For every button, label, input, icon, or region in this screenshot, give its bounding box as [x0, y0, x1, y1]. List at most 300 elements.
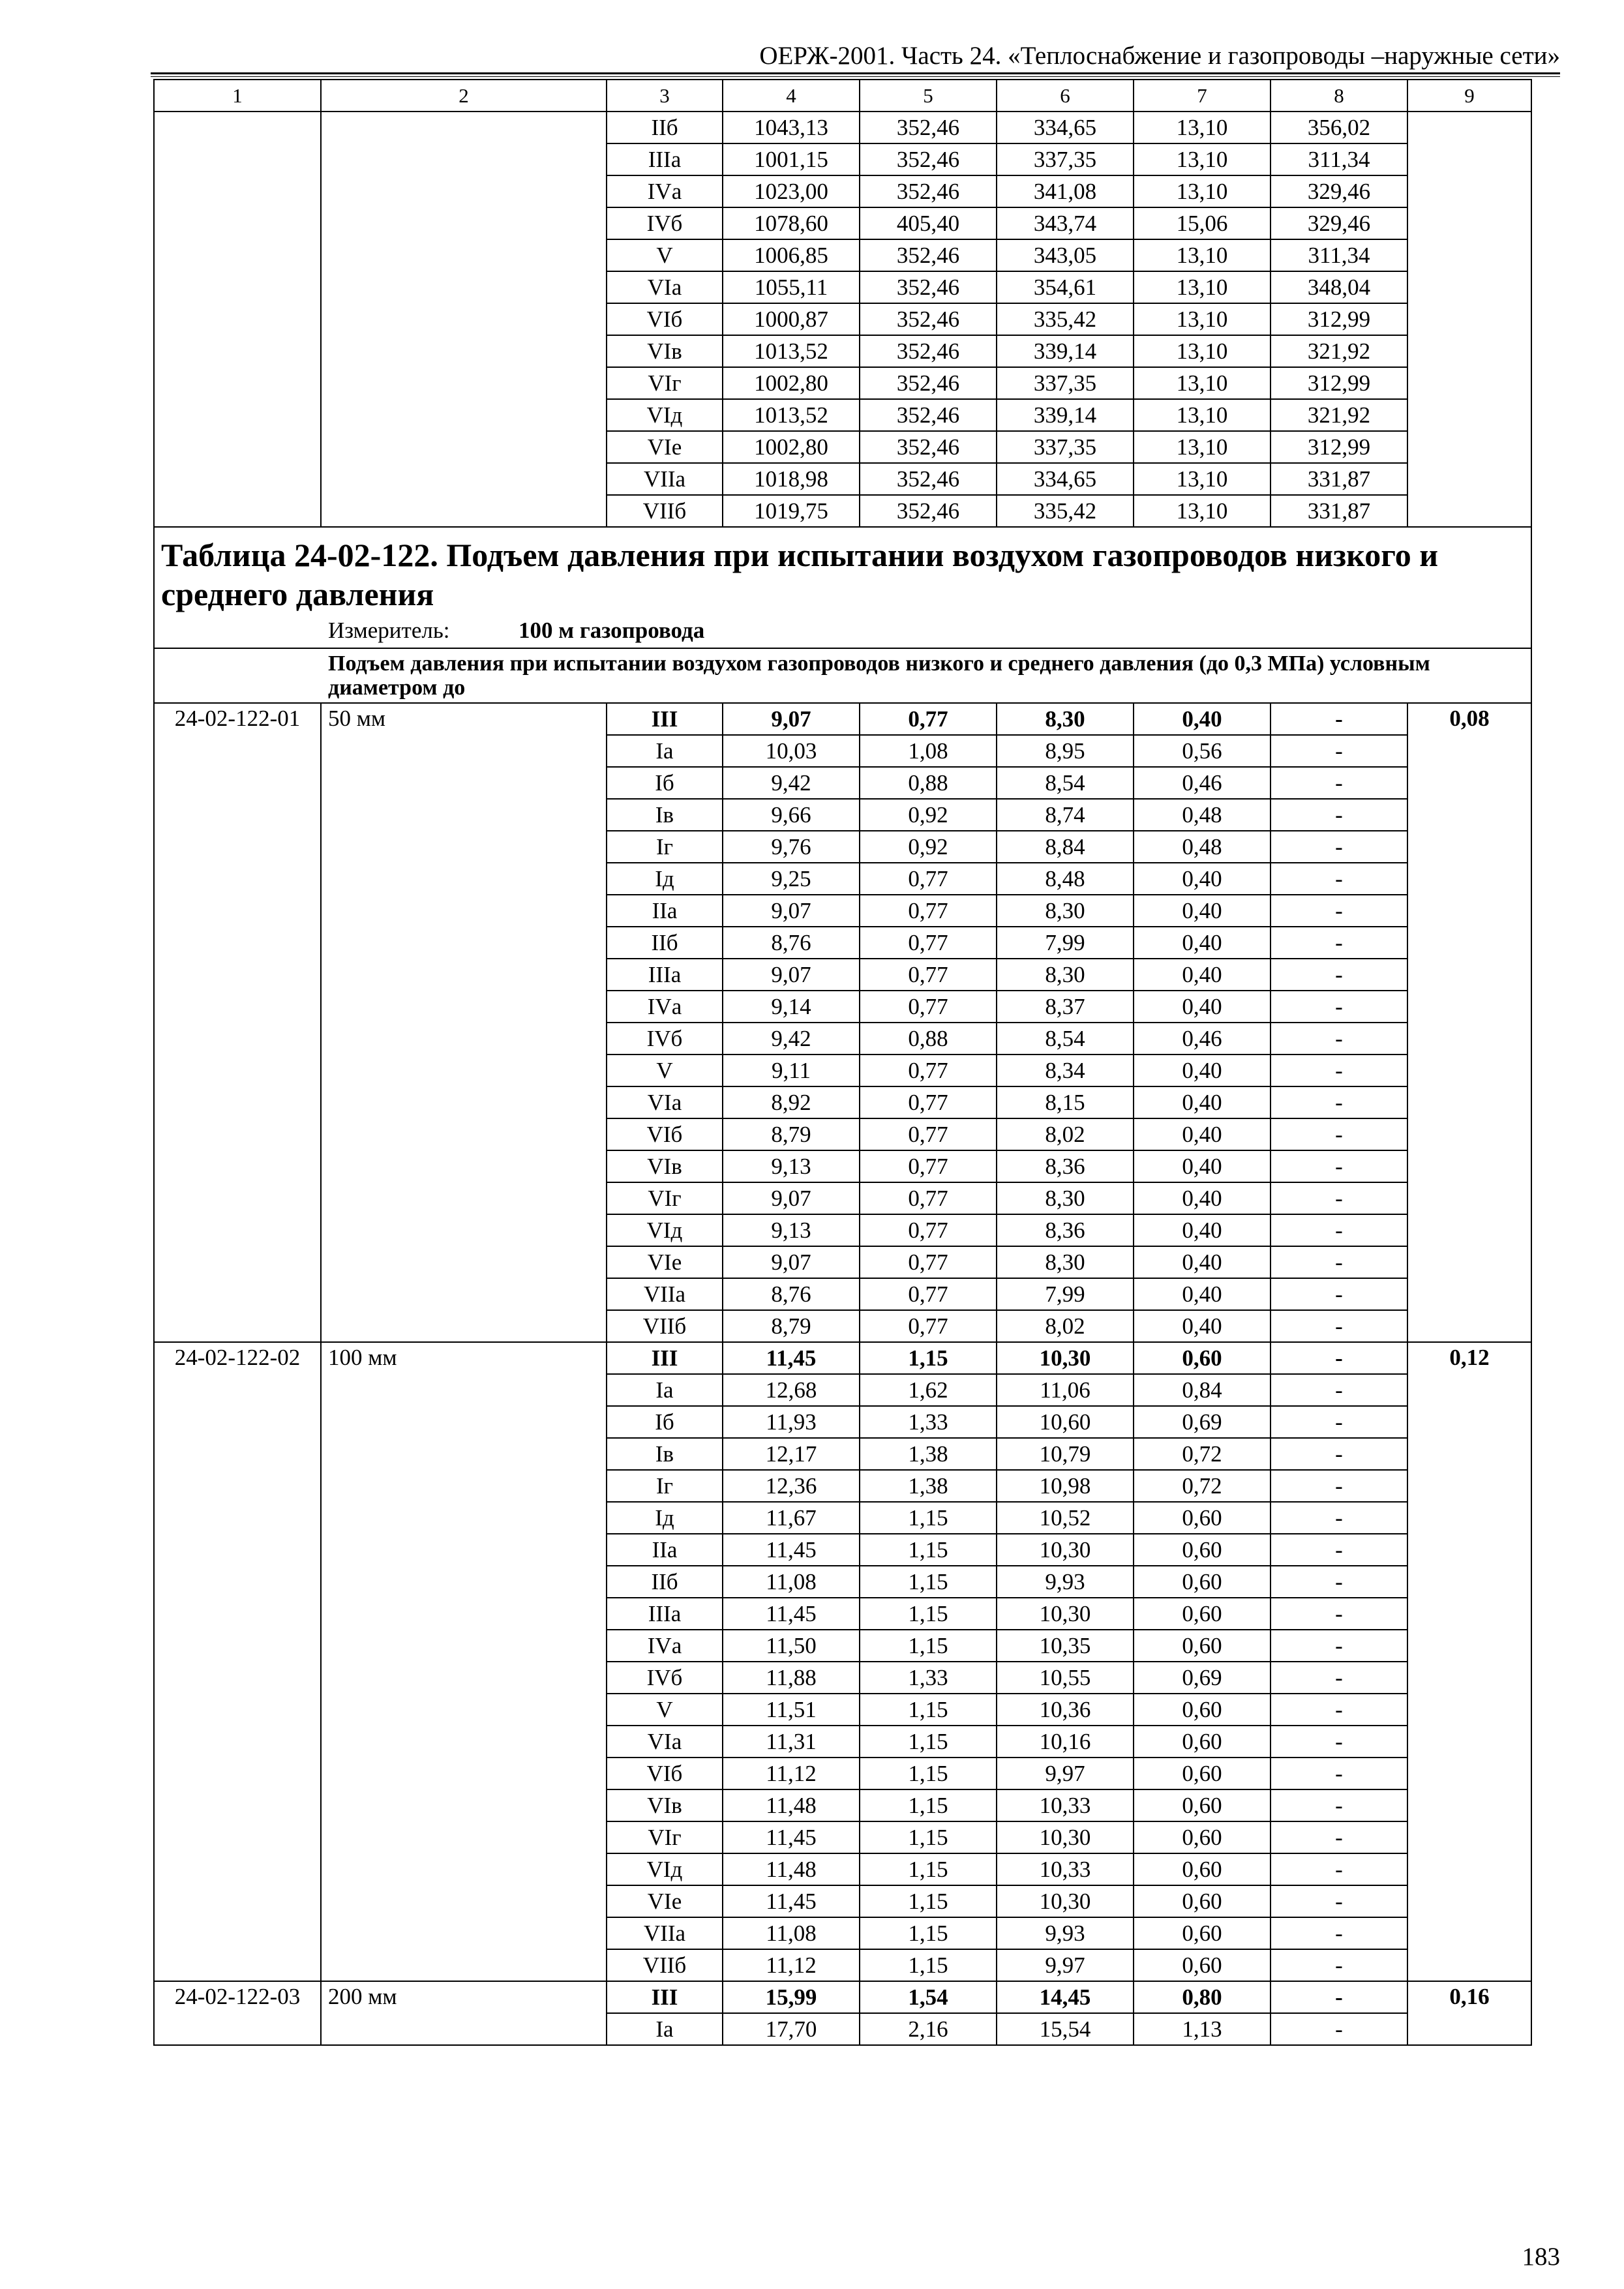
value-cell: 0,40 — [1134, 1310, 1271, 1342]
value-cell: 1000,87 — [723, 303, 860, 335]
value-cell: 9,93 — [997, 1566, 1134, 1598]
value-cell: 15,54 — [997, 2013, 1134, 2045]
header-rule — [151, 72, 1560, 74]
value-cell: 10,55 — [997, 1662, 1134, 1694]
value-cell: 13,10 — [1134, 431, 1271, 463]
value-cell: 0,40 — [1134, 1086, 1271, 1118]
value-cell: - — [1271, 1726, 1407, 1758]
value-cell: 0,77 — [860, 927, 997, 959]
value-cell: 9,07 — [723, 959, 860, 991]
value-cell: 10,79 — [997, 1438, 1134, 1470]
value-cell: 11,45 — [723, 1821, 860, 1853]
value-cell: 0,46 — [1134, 1023, 1271, 1055]
value-cell: 343,74 — [997, 207, 1134, 239]
value-cell: 0,40 — [1134, 1118, 1271, 1150]
value-cell: 312,99 — [1271, 303, 1407, 335]
value-cell: 0,69 — [1134, 1662, 1271, 1694]
value-cell: IVб — [607, 207, 723, 239]
value-cell: 331,87 — [1271, 495, 1407, 527]
value-cell: 0,48 — [1134, 799, 1271, 831]
value-cell: 337,35 — [997, 367, 1134, 399]
value-cell: 0,60 — [1134, 1726, 1271, 1758]
value-cell: 0,60 — [1134, 1598, 1271, 1630]
value-cell: III — [607, 1342, 723, 1374]
value-cell: 1043,13 — [723, 112, 860, 143]
value-cell: 13,10 — [1134, 143, 1271, 175]
table-title-row — [154, 527, 1531, 648]
value-cell: 0,60 — [1134, 1502, 1271, 1534]
value-cell: 0,77 — [860, 1214, 997, 1246]
value-cell: 321,92 — [1271, 335, 1407, 367]
value-cell: 0,77 — [860, 959, 997, 991]
value-cell: 9,07 — [723, 1182, 860, 1214]
value-cell: 8,95 — [997, 735, 1134, 767]
column-number: 6 — [997, 80, 1134, 112]
value-cell: - — [1271, 1438, 1407, 1470]
value-cell: 0,40 — [1134, 863, 1271, 895]
value-cell: 0,77 — [860, 1150, 997, 1182]
value-cell: 8,30 — [997, 895, 1134, 927]
value-cell: 0,69 — [1134, 1406, 1271, 1438]
value-cell: 0,40 — [1134, 895, 1271, 927]
value-cell: 10,33 — [997, 1789, 1134, 1821]
value-cell: 0,40 — [1134, 1182, 1271, 1214]
value-cell: 1,15 — [860, 1534, 997, 1566]
value-cell: 13,10 — [1134, 175, 1271, 207]
page-number: 183 — [1522, 2243, 1560, 2271]
value-cell: 11,88 — [723, 1662, 860, 1694]
rate-code: 24-02-122-03 — [154, 1981, 321, 2045]
value-cell: 8,30 — [997, 1182, 1134, 1214]
value-cell: - — [1271, 1758, 1407, 1789]
pipe-diameter: 50 мм — [321, 703, 607, 1342]
value-cell: VIб — [607, 1758, 723, 1789]
value-cell: 11,45 — [723, 1885, 860, 1917]
value-cell: 352,46 — [860, 367, 997, 399]
value-cell: 10,60 — [997, 1406, 1134, 1438]
value-cell: 0,60 — [1134, 1949, 1271, 1981]
value-cell: IVа — [607, 991, 723, 1023]
value-cell: 9,07 — [723, 703, 860, 735]
value-cell: - — [1271, 991, 1407, 1023]
value-cell: Iд — [607, 1502, 723, 1534]
column-number: 2 — [321, 80, 607, 112]
value-cell: 0,46 — [1134, 767, 1271, 799]
value-cell: 11,93 — [723, 1406, 860, 1438]
value-cell: - — [1271, 1374, 1407, 1406]
value-cell: 1002,80 — [723, 367, 860, 399]
value-cell: 0,60 — [1134, 1630, 1271, 1662]
value-cell: 352,46 — [860, 303, 997, 335]
value-cell: IIIа — [607, 959, 723, 991]
value-cell: 0,60 — [1134, 1853, 1271, 1885]
value-cell: 0,40 — [1134, 1246, 1271, 1278]
value-cell: 10,35 — [997, 1630, 1134, 1662]
value-cell: 0,60 — [1134, 1534, 1271, 1566]
value-cell: 10,33 — [997, 1853, 1134, 1885]
value-cell: 10,30 — [997, 1534, 1134, 1566]
value-cell: Iв — [607, 799, 723, 831]
value-cell: 0,88 — [860, 1023, 997, 1055]
value-cell: - — [1271, 863, 1407, 895]
value-cell: 9,07 — [723, 895, 860, 927]
value-cell: 11,12 — [723, 1949, 860, 1981]
value-cell: 7,99 — [997, 927, 1134, 959]
value-cell: 11,48 — [723, 1853, 860, 1885]
column-number: 5 — [860, 80, 997, 112]
value-cell: VIд — [607, 1214, 723, 1246]
value-cell: VIв — [607, 1789, 723, 1821]
value-cell: VIв — [607, 335, 723, 367]
value-cell: Iа — [607, 1374, 723, 1406]
value-cell: 329,46 — [1271, 175, 1407, 207]
value-cell: 11,67 — [723, 1502, 860, 1534]
value-cell: 11,48 — [723, 1789, 860, 1821]
value-cell: 1,15 — [860, 1726, 997, 1758]
value-cell: 1,54 — [860, 1981, 997, 2013]
value-cell: VIIа — [607, 1278, 723, 1310]
value-cell: 0,60 — [1134, 1789, 1271, 1821]
table-title-cell — [154, 527, 1531, 648]
value-cell: 0,60 — [1134, 1885, 1271, 1917]
column-number: 9 — [1407, 80, 1531, 112]
value-cell: 8,30 — [997, 959, 1134, 991]
value-cell: - — [1271, 831, 1407, 863]
value-cell: 0,60 — [1134, 1917, 1271, 1949]
value-cell: 8,36 — [997, 1150, 1134, 1182]
col9-value: 0,12 — [1407, 1342, 1531, 1981]
value-cell: VIг — [607, 1182, 723, 1214]
col9-cell — [1407, 112, 1531, 527]
value-cell: - — [1271, 1086, 1407, 1118]
value-cell: 0,84 — [1134, 1374, 1271, 1406]
value-cell: 1,15 — [860, 1758, 997, 1789]
value-cell: 343,05 — [997, 239, 1134, 271]
value-cell: 339,14 — [997, 335, 1134, 367]
value-cell: 13,10 — [1134, 399, 1271, 431]
value-cell: - — [1271, 1214, 1407, 1246]
column-number-row — [154, 80, 1531, 112]
value-cell: 321,92 — [1271, 399, 1407, 431]
value-cell: 1,15 — [860, 1821, 997, 1853]
value-cell: VIIб — [607, 1949, 723, 1981]
value-cell: 352,46 — [860, 495, 997, 527]
value-cell: 1,15 — [860, 1885, 997, 1917]
value-cell: 11,45 — [723, 1534, 860, 1566]
value-cell: 352,46 — [860, 143, 997, 175]
value-cell: 10,30 — [997, 1885, 1134, 1917]
value-cell: 1,62 — [860, 1374, 997, 1406]
value-cell: VIIа — [607, 463, 723, 495]
value-cell: 1013,52 — [723, 399, 860, 431]
column-number: 1 — [154, 80, 321, 112]
value-cell: V — [607, 239, 723, 271]
value-cell: 1,15 — [860, 1789, 997, 1821]
value-cell: 11,06 — [997, 1374, 1134, 1406]
value-cell: VIIб — [607, 1310, 723, 1342]
value-cell: III — [607, 703, 723, 735]
value-cell: 9,13 — [723, 1214, 860, 1246]
value-cell: 352,46 — [860, 463, 997, 495]
value-cell: 1,15 — [860, 1694, 997, 1726]
value-cell: 352,46 — [860, 335, 997, 367]
value-cell: 9,97 — [997, 1758, 1134, 1789]
value-cell: 0,77 — [860, 863, 997, 895]
col9-value: 0,08 — [1407, 703, 1531, 1342]
value-cell: 1055,11 — [723, 271, 860, 303]
value-cell: 352,46 — [860, 239, 997, 271]
value-cell: VIIб — [607, 495, 723, 527]
value-cell: VIе — [607, 431, 723, 463]
column-number: 3 — [607, 80, 723, 112]
value-cell: - — [1271, 1885, 1407, 1917]
value-cell: 0,77 — [860, 1310, 997, 1342]
value-cell: IVа — [607, 175, 723, 207]
column-number: 8 — [1271, 80, 1407, 112]
value-cell: 9,42 — [723, 767, 860, 799]
value-cell: - — [1271, 1821, 1407, 1853]
value-cell: 335,42 — [997, 495, 1134, 527]
value-cell: 356,02 — [1271, 112, 1407, 143]
value-cell: 0,77 — [860, 703, 997, 735]
value-cell: 10,30 — [997, 1598, 1134, 1630]
value-cell: 9,93 — [997, 1917, 1134, 1949]
column-number: 7 — [1134, 80, 1271, 112]
value-cell: - — [1271, 1694, 1407, 1726]
value-cell: 352,46 — [860, 399, 997, 431]
value-cell: - — [1271, 1566, 1407, 1598]
value-cell: 8,30 — [997, 703, 1134, 735]
value-cell: 1019,75 — [723, 495, 860, 527]
value-cell: 1,15 — [860, 1949, 997, 1981]
value-cell: III — [607, 1981, 723, 2013]
value-cell: VIа — [607, 1726, 723, 1758]
value-cell: VIе — [607, 1885, 723, 1917]
value-cell: 10,30 — [997, 1342, 1134, 1374]
value-cell: VIа — [607, 271, 723, 303]
value-cell: 8,02 — [997, 1310, 1134, 1342]
value-cell: - — [1271, 1023, 1407, 1055]
value-cell: - — [1271, 2013, 1407, 2045]
value-cell: 13,10 — [1134, 303, 1271, 335]
pipe-diameter: 100 мм — [321, 1342, 607, 1981]
value-cell: 10,98 — [997, 1470, 1134, 1502]
value-cell: 1,15 — [860, 1342, 997, 1374]
value-cell: IIб — [607, 1566, 723, 1598]
value-cell: 10,52 — [997, 1502, 1134, 1534]
value-cell: - — [1271, 1406, 1407, 1438]
value-cell: IIIа — [607, 1598, 723, 1630]
value-cell: 8,92 — [723, 1086, 860, 1118]
value-cell: - — [1271, 767, 1407, 799]
value-cell: 8,76 — [723, 927, 860, 959]
value-cell: - — [1271, 799, 1407, 831]
measure — [328, 616, 1524, 645]
value-cell: 335,42 — [997, 303, 1134, 335]
value-cell: - — [1271, 1278, 1407, 1310]
value-cell: 8,36 — [997, 1214, 1134, 1246]
value-cell: 8,30 — [997, 1246, 1134, 1278]
code-cell — [154, 112, 321, 527]
value-cell: 8,48 — [997, 863, 1134, 895]
value-cell: 12,17 — [723, 1438, 860, 1470]
value-cell: Iг — [607, 831, 723, 863]
value-cell: 8,54 — [997, 1023, 1134, 1055]
rate-code: 24-02-122-02 — [154, 1342, 321, 1981]
value-cell: 0,72 — [1134, 1470, 1271, 1502]
value-cell: 8,74 — [997, 799, 1134, 831]
value-cell: 8,02 — [997, 1118, 1134, 1150]
value-cell: 0,40 — [1134, 1278, 1271, 1310]
value-cell: 337,35 — [997, 431, 1134, 463]
value-cell: 11,08 — [723, 1917, 860, 1949]
value-cell: 0,40 — [1134, 1055, 1271, 1086]
value-cell: - — [1271, 1917, 1407, 1949]
value-cell: 0,77 — [860, 991, 997, 1023]
value-cell: 348,04 — [1271, 271, 1407, 303]
value-cell: - — [1271, 1470, 1407, 1502]
value-cell: 9,11 — [723, 1055, 860, 1086]
value-cell: VIIа — [607, 1917, 723, 1949]
value-cell: VIа — [607, 1086, 723, 1118]
value-cell: Iа — [607, 2013, 723, 2045]
value-cell: 334,65 — [997, 112, 1134, 143]
value-cell: 10,16 — [997, 1726, 1134, 1758]
value-cell: 10,03 — [723, 735, 860, 767]
value-cell: 352,46 — [860, 431, 997, 463]
value-cell: 1,33 — [860, 1406, 997, 1438]
value-cell: 8,54 — [997, 767, 1134, 799]
value-cell: 9,07 — [723, 1246, 860, 1278]
value-cell: 10,36 — [997, 1694, 1134, 1726]
value-cell: 9,14 — [723, 991, 860, 1023]
value-cell: 329,46 — [1271, 207, 1407, 239]
value-cell: 1,38 — [860, 1470, 997, 1502]
value-cell: 1018,98 — [723, 463, 860, 495]
value-cell: - — [1271, 1246, 1407, 1278]
value-cell: 0,77 — [860, 1278, 997, 1310]
value-cell: 1,15 — [860, 1566, 997, 1598]
value-cell: - — [1271, 1182, 1407, 1214]
value-cell: IIIа — [607, 143, 723, 175]
value-cell: 0,77 — [860, 895, 997, 927]
value-cell: 15,06 — [1134, 207, 1271, 239]
value-cell: 1,15 — [860, 1917, 997, 1949]
value-cell: 0,77 — [860, 1055, 997, 1086]
value-cell: 352,46 — [860, 112, 997, 143]
value-cell: 8,37 — [997, 991, 1134, 1023]
value-cell: - — [1271, 703, 1407, 735]
value-cell: 1013,52 — [723, 335, 860, 367]
value-cell: 312,99 — [1271, 367, 1407, 399]
value-cell: 311,34 — [1271, 239, 1407, 271]
value-cell: 1006,85 — [723, 239, 860, 271]
value-cell: 11,12 — [723, 1758, 860, 1789]
value-cell: 352,46 — [860, 271, 997, 303]
table-row — [154, 1342, 1531, 1374]
value-cell: 13,10 — [1134, 239, 1271, 271]
value-cell: 0,60 — [1134, 1821, 1271, 1853]
value-cell: IVа — [607, 1630, 723, 1662]
value-cell: - — [1271, 1150, 1407, 1182]
value-cell: 12,36 — [723, 1470, 860, 1502]
value-cell: 0,88 — [860, 767, 997, 799]
value-cell: 1,38 — [860, 1438, 997, 1470]
value-cell: 0,60 — [1134, 1342, 1271, 1374]
value-cell: 352,46 — [860, 175, 997, 207]
value-cell: 0,72 — [1134, 1438, 1271, 1470]
value-cell: 9,42 — [723, 1023, 860, 1055]
value-cell: 7,99 — [997, 1278, 1134, 1310]
table-subtitle-row — [154, 648, 1531, 703]
value-cell: 0,40 — [1134, 959, 1271, 991]
table-title: Таблица 24-02-122. Подъем давления при испытании воздухом газопроводов низкого и среднего давления — [161, 537, 1439, 612]
value-cell: 0,60 — [1134, 1694, 1271, 1726]
value-cell: 0,56 — [1134, 735, 1271, 767]
value-cell: 9,76 — [723, 831, 860, 863]
value-cell: - — [1271, 927, 1407, 959]
value-cell: - — [1271, 895, 1407, 927]
value-cell: - — [1271, 1310, 1407, 1342]
column-number: 4 — [723, 80, 860, 112]
value-cell: 11,50 — [723, 1630, 860, 1662]
value-cell: 341,08 — [997, 175, 1134, 207]
value-cell: - — [1271, 1598, 1407, 1630]
value-cell: 0,77 — [860, 1086, 997, 1118]
value-cell: 1,15 — [860, 1853, 997, 1885]
value-cell: 13,10 — [1134, 495, 1271, 527]
estimate-table — [153, 79, 1532, 2046]
value-cell: - — [1271, 1662, 1407, 1694]
value-cell: 12,68 — [723, 1374, 860, 1406]
value-cell: 8,79 — [723, 1118, 860, 1150]
value-cell: VIд — [607, 1853, 723, 1885]
value-cell: 405,40 — [860, 207, 997, 239]
value-cell: 0,77 — [860, 1246, 997, 1278]
value-cell: 0,40 — [1134, 1214, 1271, 1246]
value-cell: 0,40 — [1134, 1150, 1271, 1182]
value-cell: V — [607, 1694, 723, 1726]
value-cell: 1,15 — [860, 1502, 997, 1534]
value-cell: 1001,15 — [723, 143, 860, 175]
value-cell: 11,08 — [723, 1566, 860, 1598]
value-cell: 1,13 — [1134, 2013, 1271, 2045]
value-cell: 13,10 — [1134, 271, 1271, 303]
value-cell: 11,45 — [723, 1598, 860, 1630]
col9-value: 0,16 — [1407, 1981, 1531, 2045]
value-cell: 13,10 — [1134, 112, 1271, 143]
value-cell: 311,34 — [1271, 143, 1407, 175]
value-cell: 339,14 — [997, 399, 1134, 431]
running-header: ОЕРЖ-2001. Часть 24. «Теплоснабжение и газопроводы –наружные сети» — [759, 42, 1560, 70]
name-cell — [321, 112, 607, 527]
value-cell: IVб — [607, 1023, 723, 1055]
value-cell: 331,87 — [1271, 463, 1407, 495]
value-cell: IIа — [607, 1534, 723, 1566]
value-cell: 8,84 — [997, 831, 1134, 863]
value-cell: VIд — [607, 399, 723, 431]
value-cell: 0,60 — [1134, 1566, 1271, 1598]
value-cell: VIб — [607, 303, 723, 335]
value-cell: - — [1271, 1630, 1407, 1662]
value-cell: 0,80 — [1134, 1981, 1271, 2013]
value-cell: - — [1271, 1949, 1407, 1981]
value-cell: 0,77 — [860, 1118, 997, 1150]
value-cell: 0,92 — [860, 831, 997, 863]
value-cell: - — [1271, 1055, 1407, 1086]
value-cell: 1,15 — [860, 1630, 997, 1662]
value-cell: 0,40 — [1134, 927, 1271, 959]
